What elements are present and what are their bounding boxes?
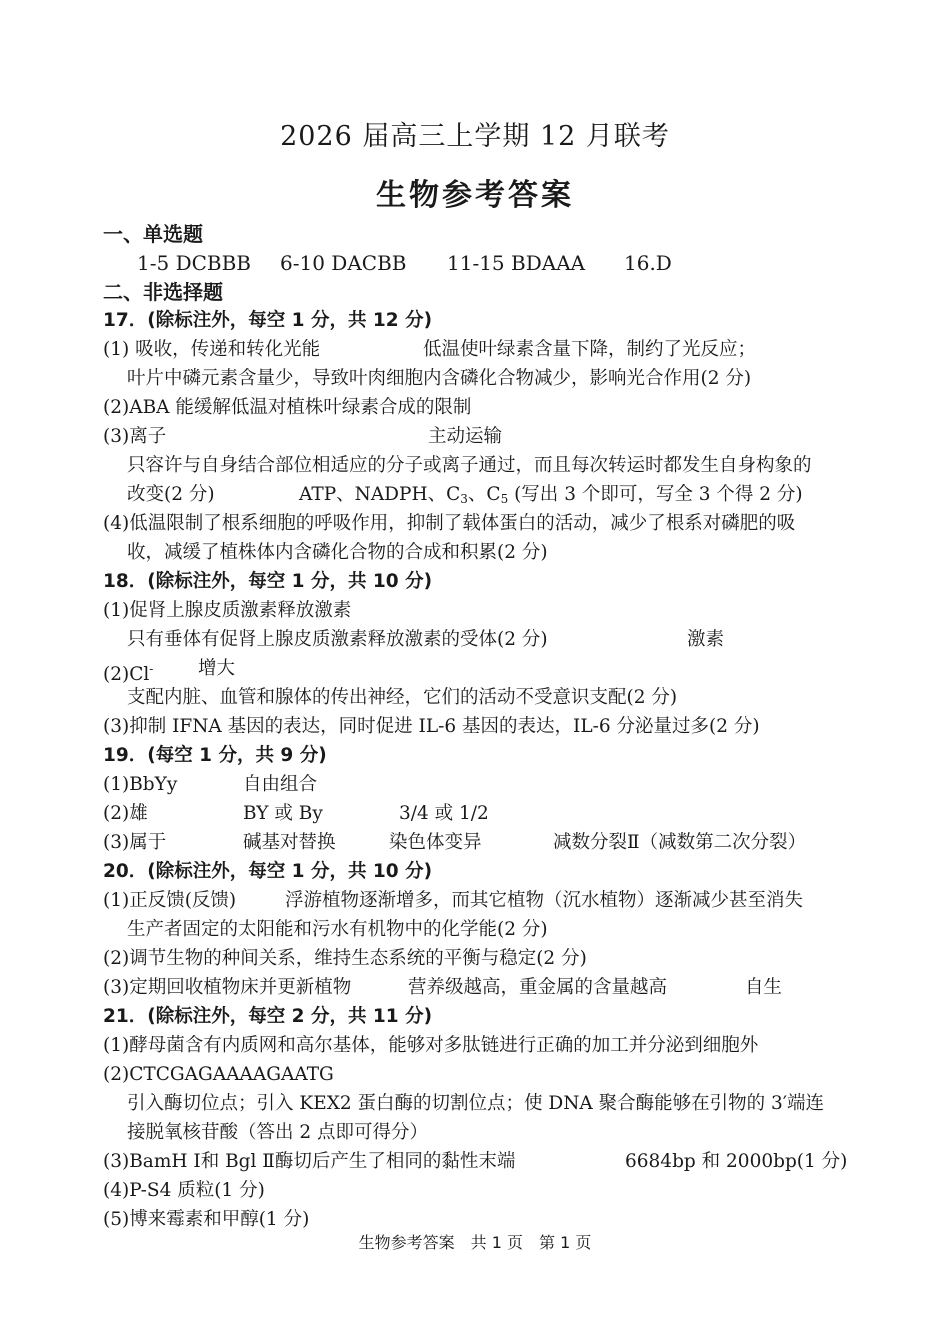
document-subtitle: 生物参考答案: [376, 178, 574, 213]
q20-heading: 20．(除标注外，每空 1 分，共 10 分): [103, 861, 433, 882]
q17-answer-3b: 主动运输: [428, 426, 503, 447]
q21-line-6: (4)P-S4 质粒(1 分): [103, 1180, 265, 1201]
q18-answer-2a: (2)Cl-: [103, 662, 154, 686]
q19-answer-3d: 减数分裂Ⅱ（减数第二次分裂）: [553, 832, 807, 853]
q19-line-2: [103, 800, 603, 828]
section-non-choice: 二、非选择题: [103, 280, 223, 304]
q17-answer-3a: (3)离子: [103, 426, 167, 447]
page-footer: 生物参考答案 共 1 页 第 1 页: [358, 1233, 592, 1252]
q17-answer-1b: 低温使叶绿素含量下降，制约了光反应；: [423, 339, 757, 360]
section-single-choice: 一、单选题: [103, 222, 203, 246]
q20-line-3: (2)调节生物的种间关系，维持生态系统的平衡与稳定(2 分): [103, 948, 587, 969]
q18-answer-1c: 激素: [687, 629, 725, 650]
q19-answer-3a: (3)属于: [103, 832, 167, 853]
q17-line-8: 收，减缓了植株体内含磷化合物的合成和积累(2 分): [127, 542, 548, 563]
exam-title: 2026 届高三上学期 12 月联考: [280, 121, 670, 152]
q21-line-4: 接脱氧核苷酸（答出 2 点即可得分）: [127, 1122, 429, 1143]
q19-answer-2a: (2)雄: [103, 803, 148, 824]
q20-answer-3b: 营养级越高，重金属的含量越高: [408, 977, 668, 998]
q18-answer-1b: 只有垂体有促肾上腺皮质激素释放激素的受体(2 分): [127, 629, 548, 650]
q20-line-2: 生产者固定的太阳能和污水有机物中的化学能(2 分): [127, 919, 548, 940]
q20-answer-1a: (1)正反馈(反馈): [103, 890, 237, 911]
q19-answer-2b: BY 或 By: [243, 803, 323, 824]
q19-heading: 19．(每空 1 分，共 9 分): [103, 745, 327, 766]
q20-answer-3c: 自生: [745, 977, 783, 998]
q21-line-1: (1)酵母菌含有内质网和高尔基体，能够对多肽链进行正确的加工并分泌到细胞外: [103, 1035, 759, 1056]
q20-answer-3a: (3)定期回收植物床并更新植物: [103, 977, 352, 998]
q17-answer-1a: (1) 吸收，传递和转化光能: [103, 339, 321, 360]
q17-line-4: [103, 423, 903, 451]
q19-line-1: [103, 771, 503, 799]
q21-line-2: (2)CTCGAGAAAAGAATG: [103, 1064, 334, 1085]
q19-answer-2c: 3/4 或 1/2: [399, 803, 489, 824]
q18-heading: 18．(除标注外，每空 1 分，共 10 分): [103, 571, 433, 592]
q21-line-7: (5)博来霉素和甲醇(1 分): [103, 1209, 310, 1230]
q18-line-1: (1)促肾上腺皮质激素释放激素: [103, 600, 352, 621]
q17-line-5: 只容许与自身结合部位相适应的分子或离子通过，而且每次转运时都发生自身构象的: [127, 455, 812, 476]
q21-answer-3a: (3)BamH Ⅰ和 Bgl Ⅱ酶切后产生了相同的黏性末端: [103, 1151, 516, 1172]
q18-line-3: [103, 655, 503, 686]
mc-answer-11-15: 11-15 BDAAA: [447, 251, 586, 275]
q19-answer-1a: (1)BbYy: [103, 774, 178, 795]
q18-line-4: 支配内脏、血管和腺体的传出神经，它们的活动不受意识支配(2 分): [127, 687, 678, 708]
q18-line-2: [127, 626, 827, 654]
q20-answer-1b: 浮游植物逐渐增多，而其它植物（沉水植物）逐渐减少甚至消失: [285, 890, 804, 911]
q19-answer-3b: 碱基对替换: [243, 832, 336, 853]
q18-line-5: (3)抑制 IFNA 基因的表达，同时促进 IL-6 基因的表达，IL-6 分泌量过多(2 分): [103, 716, 760, 737]
q21-answer-3b: 6684bp 和 2000bp(1 分): [625, 1151, 848, 1172]
q21-line-5: [103, 1148, 903, 1176]
q17-line-2: 叶片中磷元素含量少，导致叶肉细胞内含磷化合物减少，影响光合作用(2 分): [127, 368, 752, 389]
q17-heading: 17．(除标注外，每空 1 分，共 12 分): [103, 310, 433, 331]
q19-answer-1b: 自由组合: [243, 774, 318, 795]
q17-line-1: [103, 336, 903, 364]
q19-line-3: [103, 829, 903, 857]
q18-answer-2b: 增大: [198, 658, 236, 679]
q17-answer-3d: ATP、NADPH、$C_3$、$C_5$ (写出 3 个即可，写全 3 个得 2 分): [299, 484, 803, 506]
mc-answer-16: 16.D: [624, 251, 672, 275]
q21-line-3: 引入酶切位点；引入 KEX2 蛋白酶的切割位点；使 DNA 聚合酶能够在引物的 3′端连: [127, 1093, 825, 1114]
q20-line-1: [103, 887, 903, 915]
q17-answer-3c: 改变(2 分): [127, 484, 215, 505]
q19-answer-3c: 染色体变异: [389, 832, 482, 853]
q17-line-7: (4)低温限制了根系细胞的呼吸作用，抑制了载体蛋白的活动，减少了根系对磷肥的吸: [103, 513, 796, 534]
q17-line-6: [127, 481, 907, 509]
mc-answer-6-10: 6-10 DACBB: [280, 251, 407, 275]
q21-heading: 21．(除标注外，每空 2 分，共 11 分): [103, 1006, 433, 1027]
mc-answer-1-5: 1-5 DCBBB: [137, 251, 251, 275]
q17-line-3: (2)ABA 能缓解低温对植株叶绿素合成的限制: [103, 397, 472, 418]
mc-answers-row: [137, 249, 937, 277]
q20-line-4: [103, 974, 903, 1002]
